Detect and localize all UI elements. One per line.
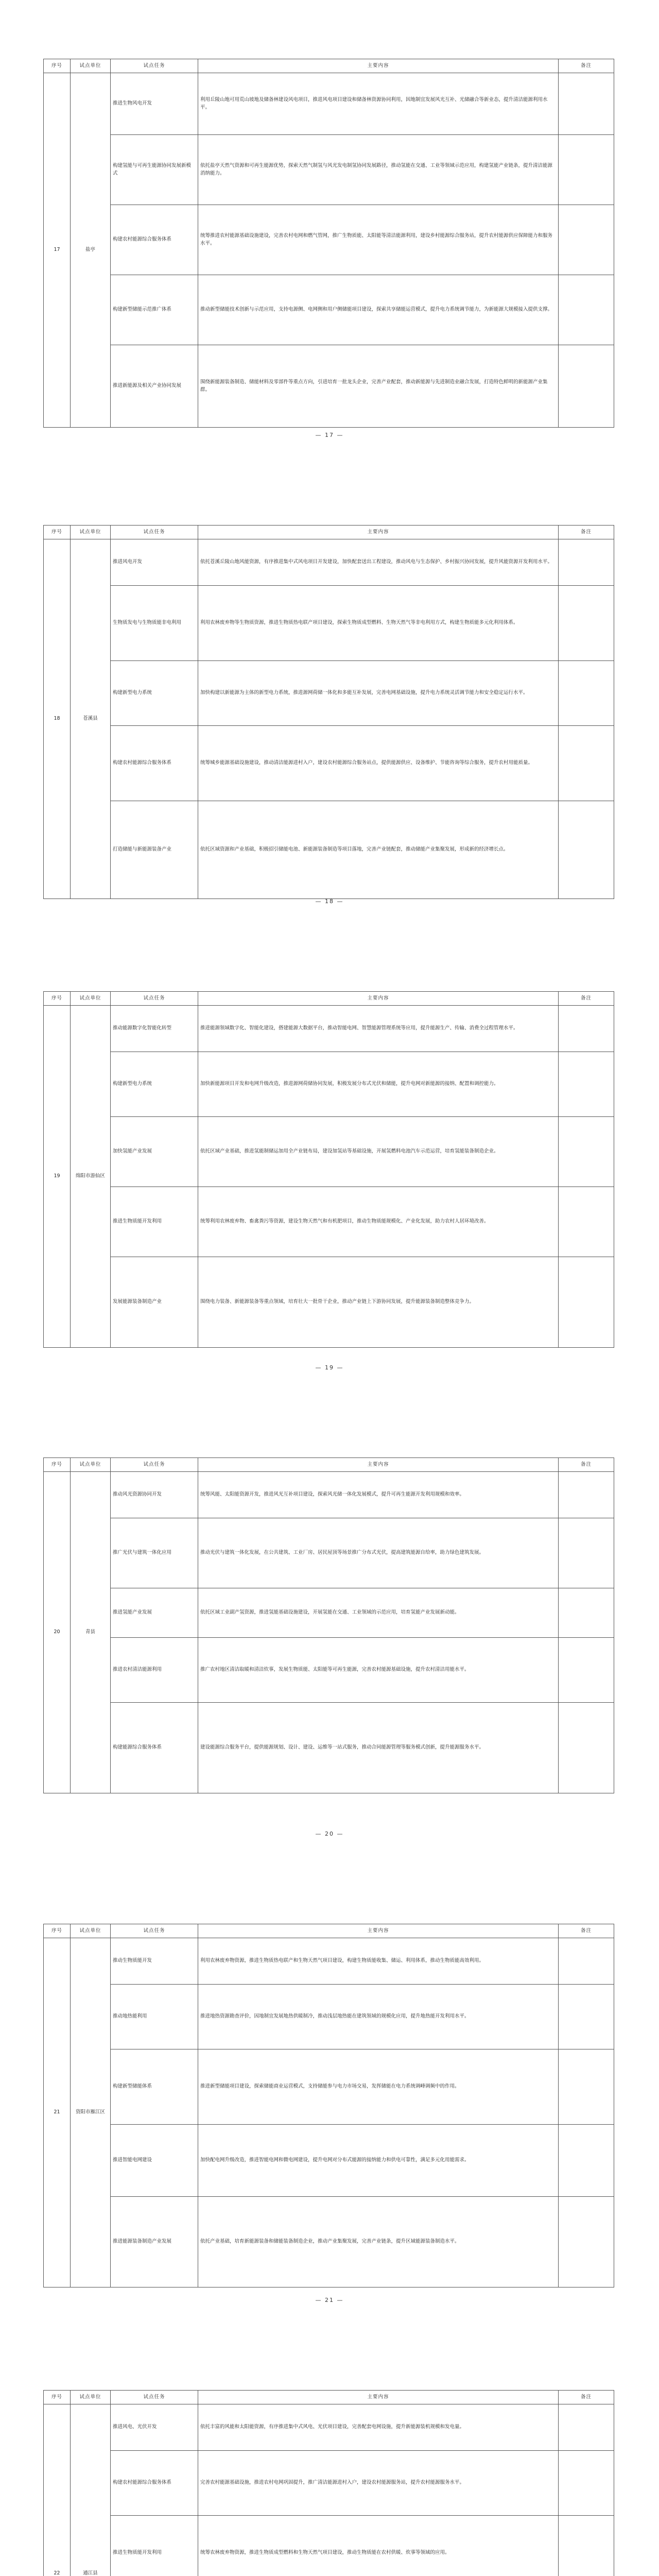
- document-page: [0, 1865, 659, 2323]
- table-row: [44, 1006, 614, 1052]
- column-header: 主要内容: [198, 1458, 559, 1472]
- task-cell: 打造储能与新能源装备产业: [111, 801, 198, 899]
- column-header: 试点任务: [111, 992, 198, 1006]
- pilot-table: [43, 2390, 614, 2576]
- table-row: [44, 1588, 614, 1638]
- table-row: [44, 1257, 614, 1348]
- table-row: [44, 1117, 614, 1187]
- table-row: [44, 726, 614, 801]
- column-header: 备注: [559, 1924, 614, 1938]
- content-cell: 加快配电网升级改造，推进智能电网和微电网建设，提升电网对分布式能源的接纳能力和供电可靠性，满足多元化用能需求。: [198, 2125, 559, 2197]
- remark-cell: [559, 539, 614, 586]
- seq-cell: 18: [44, 539, 71, 899]
- seq-cell: 20: [44, 1472, 71, 1793]
- remark-cell: [559, 801, 614, 899]
- column-header: 序号: [44, 1458, 71, 1472]
- document-page: [0, 0, 659, 457]
- column-header: 试点单位: [71, 526, 111, 539]
- column-header: 主要内容: [198, 992, 559, 1006]
- table-row: [44, 539, 614, 586]
- table-header-row: [44, 1458, 614, 1472]
- page-number: — 18 —: [315, 898, 344, 905]
- task-cell: 推动地热能利用: [111, 1985, 198, 2049]
- table-header-row: [44, 992, 614, 1006]
- document-page: [0, 2331, 659, 2576]
- remark-cell: [559, 2516, 614, 2576]
- remark-cell: [559, 275, 614, 345]
- column-header: 备注: [559, 526, 614, 539]
- table-row: [44, 2404, 614, 2451]
- table-row: [44, 2049, 614, 2125]
- content-cell: 依托区域工业副产氢资源，推进氢能基础设施建设，开展氢能在交通、工业领域的示范应用，培育氢能产业发展新动能。: [198, 1588, 559, 1638]
- document-page: [0, 933, 659, 1390]
- content-cell: 建设能源综合服务平台，提供能源规划、设计、建设、运维等一站式服务，推动合同能源管理等服务模式创新，提升能源服务水平。: [198, 1703, 559, 1793]
- remark-cell: [559, 726, 614, 801]
- table-row: [44, 2516, 614, 2576]
- table-header-row: [44, 59, 614, 73]
- remark-cell: [559, 1588, 614, 1638]
- table-row: [44, 2197, 614, 2287]
- task-cell: 推动风光资源协同开发: [111, 1472, 198, 1518]
- remark-cell: [559, 661, 614, 726]
- column-header: 主要内容: [198, 526, 559, 539]
- column-header: 主要内容: [198, 1924, 559, 1938]
- task-cell: 发展能源装备制造产业: [111, 1257, 198, 1348]
- table-row: [44, 73, 614, 135]
- column-header: 试点单位: [71, 59, 111, 73]
- content-cell: 围绕电力装备、新能源装备等重点领域，培育壮大一批骨干企业，推动产业链上下游协同发展，提升能源装备制造整体竞争力。: [198, 1257, 559, 1348]
- task-cell: 构建农村能源综合服务体系: [111, 205, 198, 275]
- content-cell: 统筹农林废弃物资源，推进生物质成型燃料和生物天然气项目建设，推动生物质能在农村供暖、炊事等领域的应用。: [198, 2516, 559, 2576]
- remark-cell: [559, 345, 614, 428]
- content-cell: 推动新型储能技术创新与示范应用，支持电源侧、电网侧和用户侧储能项目建设，探索共享储能运营模式，提升电力系统调节能力，为新能源大规模接入提供支撑。: [198, 275, 559, 345]
- table-row: [44, 1638, 614, 1703]
- table-row: [44, 661, 614, 726]
- column-header: 备注: [559, 992, 614, 1006]
- column-header: 序号: [44, 992, 71, 1006]
- content-cell: 围绕新能源装备制造、储能材料及零部件等重点方向，引进培育一批龙头企业，完善产业配套，推动新能源与先进制造业融合发展，打造特色鲜明的新能源产业集群。: [198, 345, 559, 428]
- remark-cell: [559, 1518, 614, 1588]
- task-cell: 构建能源综合服务体系: [111, 1703, 198, 1793]
- column-header: 主要内容: [198, 59, 559, 73]
- remark-cell: [559, 1187, 614, 1257]
- remark-cell: [559, 2451, 614, 2516]
- column-header: 备注: [559, 2391, 614, 2404]
- table-row: [44, 275, 614, 345]
- pilot-table: [43, 991, 614, 1348]
- task-cell: 构建新型储能体系: [111, 2049, 198, 2125]
- content-cell: 加快新能源项目开发和电网升级改造，推进源网荷储协同发展，积极发展分布式光伏和储能，提升电网对新能源的接纳、配置和调控能力。: [198, 1052, 559, 1117]
- content-cell: 依托区域资源和产业基础，积极招引储能电池、新能源装备制造等项目落地，完善产业链配套，推动储能产业集聚发展，形成新的经济增长点。: [198, 801, 559, 899]
- task-cell: 构建新型储能示范推广体系: [111, 275, 198, 345]
- task-cell: 构建氢能与可再生能源协同发展新模式: [111, 135, 198, 205]
- unit-cell: 苍溪县: [71, 539, 111, 899]
- document-page: [0, 1399, 659, 1856]
- remark-cell: [559, 1472, 614, 1518]
- page-number: — 21 —: [315, 2297, 344, 2303]
- task-cell: 推进农村清洁能源利用: [111, 1638, 198, 1703]
- task-cell: 加快氢能产业发展: [111, 1117, 198, 1187]
- table-row: [44, 1052, 614, 1117]
- task-cell: 推进智能电网建设: [111, 2125, 198, 2197]
- page-number: — 17 —: [315, 432, 344, 438]
- seq-cell: 21: [44, 1938, 71, 2287]
- remark-cell: [559, 2125, 614, 2197]
- table-row: [44, 586, 614, 661]
- table-row: [44, 2125, 614, 2197]
- column-header: 序号: [44, 2391, 71, 2404]
- content-cell: 利用农林废弃物资源，推进生物质热电联产和生物天然气项目建设，构建生物质能收集、储运、利用体系，推动生物质能高效利用。: [198, 1938, 559, 1985]
- column-header: 试点任务: [111, 59, 198, 73]
- task-cell: 构建农村能源综合服务体系: [111, 726, 198, 801]
- table-row: [44, 1703, 614, 1793]
- task-cell: 推进能源装备制造产业发展: [111, 2197, 198, 2287]
- column-header: 试点单位: [71, 1458, 111, 1472]
- column-header: 试点单位: [71, 2391, 111, 2404]
- remark-cell: [559, 1985, 614, 2049]
- remark-cell: [559, 2049, 614, 2125]
- column-header: 试点任务: [111, 1924, 198, 1938]
- table-row: [44, 1938, 614, 1985]
- column-header: 序号: [44, 1924, 71, 1938]
- task-cell: 推动生物质能开发: [111, 1938, 198, 1985]
- column-header: 序号: [44, 526, 71, 539]
- table-row: [44, 135, 614, 205]
- content-cell: 依托苍溪丘陵山地风能资源，有序推进集中式风电项目开发建设，加快配套送出工程建设，推动风电与生态保护、乡村振兴协同发展，提升风能资源开发利用水平。: [198, 539, 559, 586]
- column-header: 试点单位: [71, 992, 111, 1006]
- task-cell: 推进生物风电开发: [111, 73, 198, 135]
- column-header: 试点单位: [71, 1924, 111, 1938]
- content-cell: 统筹城乡能源基础设施建设，推动清洁能源进村入户，建设农村能源综合服务站点，提供能源供应、设备维护、节能咨询等综合服务，提升农村用能质量。: [198, 726, 559, 801]
- table-row: [44, 1518, 614, 1588]
- document-page: [0, 466, 659, 924]
- page-number: — 20 —: [315, 1831, 344, 1837]
- pilot-table: [43, 525, 614, 899]
- unit-cell: 资阳市雁江区: [71, 1938, 111, 2287]
- content-cell: 统筹风能、太阳能资源开发，推进风光互补项目建设，探索风光储一体化发展模式，提升可再生能源开发利用规模和效率。: [198, 1472, 559, 1518]
- content-cell: 完善农村能源基础设施，推进农村电网巩固提升，推广清洁能源进村入户，建设农村能源服务站，提升农村能源服务水平。: [198, 2451, 559, 2516]
- content-cell: 推动光伏与建筑一体化发展，在公共建筑、工业厂房、居民屋顶等场景推广分布式光伏，提高建筑能源自给率，助力绿色建筑发展。: [198, 1518, 559, 1588]
- table-row: [44, 1187, 614, 1257]
- table-header-row: [44, 526, 614, 539]
- unit-cell: 绵阳市游仙区: [71, 1006, 111, 1348]
- column-header: 主要内容: [198, 2391, 559, 2404]
- table-row: [44, 2451, 614, 2516]
- unit-cell: 盐亭: [71, 73, 111, 428]
- task-cell: 推进生物质能开发利用: [111, 1187, 198, 1257]
- table-row: [44, 801, 614, 899]
- remark-cell: [559, 1703, 614, 1793]
- seq-cell: 22: [44, 2404, 71, 2576]
- content-cell: 推进地热资源勘查评价，因地制宜发展地热供暖制冷，推动浅层地热能在建筑领域的规模化应用，提升地热能开发利用水平。: [198, 1985, 559, 2049]
- content-cell: 利用农林废弃物等生物质资源，推进生物质热电联产项目建设，探索生物质成型燃料、生物天然气等非电利用方式，构建生物质能多元化利用体系。: [198, 586, 559, 661]
- pilot-table: [43, 1924, 614, 2287]
- remark-cell: [559, 135, 614, 205]
- table-row: [44, 345, 614, 428]
- remark-cell: [559, 586, 614, 661]
- page-number: — 19 —: [315, 1364, 344, 1371]
- content-cell: 利用丘陵山地可用荒山坡地及储备林建设风电项目，推进风电项目建设和储备林资源协同利用，因地制宜发展风光互补、光储融合等新业态，提升清洁能源利用水平。: [198, 73, 559, 135]
- content-cell: 依托丰富的风能和太阳能资源，有序推进集中式风电、光伏项目建设，完善配套电网设施，提升新能源装机规模和发电量。: [198, 2404, 559, 2451]
- column-header: 试点任务: [111, 526, 198, 539]
- table-header-row: [44, 2391, 614, 2404]
- task-cell: 推进生物质能开发利用: [111, 2516, 198, 2576]
- task-cell: 推广光伏与建筑一体化应用: [111, 1518, 198, 1588]
- remark-cell: [559, 1257, 614, 1348]
- task-cell: 推进风电开发: [111, 539, 198, 586]
- table-row: [44, 205, 614, 275]
- content-cell: 推广农村地区清洁取暖和清洁炊事，发展生物质能、太阳能等可再生能源，完善农村能源基础设施，提升农村清洁用能水平。: [198, 1638, 559, 1703]
- column-header: 备注: [559, 59, 614, 73]
- remark-cell: [559, 205, 614, 275]
- table-header-row: [44, 1924, 614, 1938]
- remark-cell: [559, 1638, 614, 1703]
- remark-cell: [559, 1006, 614, 1052]
- content-cell: 依托盐亭天然气资源和可再生能源优势，探索天然气制氢与风光发电制氢协同发展路径，推动氢能在交通、工业等领域示范应用，构建氢能产业链条，提升清洁能源消纳能力。: [198, 135, 559, 205]
- remark-cell: [559, 73, 614, 135]
- seq-cell: 19: [44, 1006, 71, 1348]
- content-cell: 统筹利用农林废弃物、畜禽粪污等资源，建设生物天然气和有机肥项目，推动生物质能规模化、产业化发展，助力农村人居环境改善。: [198, 1187, 559, 1257]
- remark-cell: [559, 1117, 614, 1187]
- unit-cell: 通江县: [71, 2404, 111, 2576]
- task-cell: 构建新型电力系统: [111, 661, 198, 726]
- column-header: 试点任务: [111, 1458, 198, 1472]
- task-cell: 生物质发电与生物质能非电利用: [111, 586, 198, 661]
- content-cell: 依托区域产业基础，推进氢能制储运加用全产业链布局，建设加氢站等基础设施，开展氢燃料电池汽车示范运营，培育氢能装备制造企业。: [198, 1117, 559, 1187]
- remark-cell: [559, 1938, 614, 1985]
- remark-cell: [559, 1052, 614, 1117]
- content-cell: 依托产业基础，培育新能源装备和储能装备制造企业，推动产业集聚发展，完善产业链条，提升区域能源装备制造水平。: [198, 2197, 559, 2287]
- content-cell: 推进新型储能项目建设，探索储能商业运营模式，支持储能参与电力市场交易，发挥储能在电力系统调峰调频中的作用。: [198, 2049, 559, 2125]
- remark-cell: [559, 2197, 614, 2287]
- pilot-table: [43, 1458, 614, 1793]
- task-cell: 推进新能源及相关产业协同发展: [111, 345, 198, 428]
- column-header: 试点任务: [111, 2391, 198, 2404]
- unit-cell: 青县: [71, 1472, 111, 1793]
- task-cell: 推进氢能产业发展: [111, 1588, 198, 1638]
- content-cell: 加快构建以新能源为主体的新型电力系统，推进源网荷储一体化和多能互补发展，完善电网基础设施，提升电力系统灵活调节能力和安全稳定运行水平。: [198, 661, 559, 726]
- pilot-table: [43, 59, 614, 428]
- column-header: 序号: [44, 59, 71, 73]
- content-cell: 推进能源领域数字化、智能化建设，搭建能源大数据平台，推动智能电网、智慧能源管理系统等应用，提升能源生产、传输、消费全过程管理水平。: [198, 1006, 559, 1052]
- remark-cell: [559, 2404, 614, 2451]
- content-cell: 统筹推进农村能源基础设施建设，完善农村电网和燃气管网，推广生物质能、太阳能等清洁能源利用，建设乡村能源综合服务站，提升农村能源供应保障能力和服务水平。: [198, 205, 559, 275]
- table-row: [44, 1472, 614, 1518]
- task-cell: 推动能源数字化智能化转型: [111, 1006, 198, 1052]
- table-row: [44, 1985, 614, 2049]
- column-header: 备注: [559, 1458, 614, 1472]
- task-cell: 构建农村能源综合服务体系: [111, 2451, 198, 2516]
- seq-cell: 17: [44, 73, 71, 428]
- task-cell: 构建新型电力系统: [111, 1052, 198, 1117]
- task-cell: 推进风电、光伏开发: [111, 2404, 198, 2451]
